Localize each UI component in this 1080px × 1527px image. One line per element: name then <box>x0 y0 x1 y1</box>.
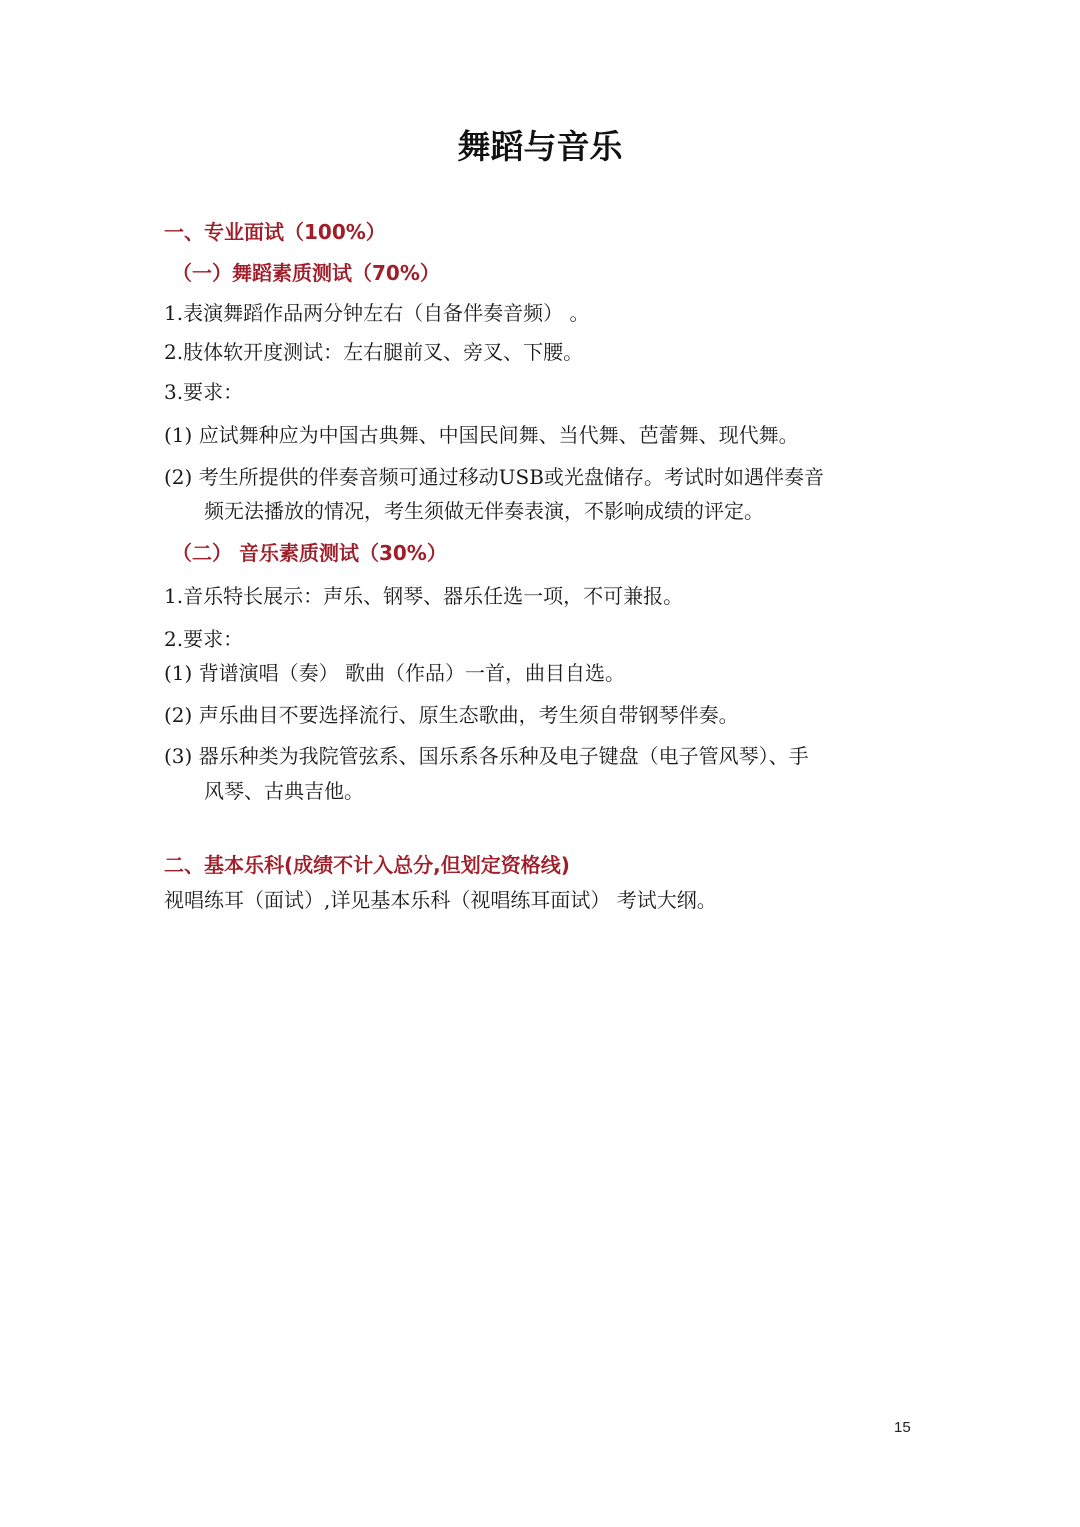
page-title: 舞蹈与音乐 <box>457 127 623 166</box>
sub2-item-2: 2.要求： <box>164 627 244 651</box>
sub1-item-1: 1.表演舞蹈作品两分钟左右（自备伴奏音频） 。 <box>164 301 590 325</box>
sub2-item-1: 1.音乐特长展示：声乐、钢琴、器乐任选一项，不可兼报。 <box>164 584 684 608</box>
section1-heading: 一、专业面试（100%） <box>164 220 386 244</box>
sub2-requirement-3: (3) 器乐种类为我院管弦系、国乐系各乐种及电子键盘（电子管风琴）、手 <box>164 744 809 768</box>
sub2-requirement-3-cont: 风琴、古典吉他。 <box>204 779 364 803</box>
sub1-requirement-2: (2) 考生所提供的伴奏音频可通过移动USB或光盘储存。考试时如遇伴奏音 <box>164 465 824 489</box>
sub2-requirement-2: (2) 声乐曲目不要选择流行、原生态歌曲，考生须自带钢琴伴奏。 <box>164 703 739 727</box>
sub1-item-3: 3.要求： <box>164 380 244 404</box>
section1-sub1-heading: （一）舞蹈素质测试（70%） <box>172 261 440 285</box>
sub2-requirement-1: (1) 背谱演唱（奏） 歌曲（作品）一首，曲目自选。 <box>164 661 626 685</box>
sub1-item-2: 2.肢体软开度测试：左右腿前叉、旁叉、下腰。 <box>164 340 584 364</box>
sub1-requirement-1: (1) 应试舞种应为中国古典舞、中国民间舞、当代舞、芭蕾舞、现代舞。 <box>164 423 799 447</box>
page-number: 15 <box>894 1419 911 1436</box>
section2-text: 视唱练耳（面试）,详见基本乐科（视唱练耳面试） 考试大纲。 <box>164 888 717 912</box>
section2-heading: 二、基本乐科(成绩不计入总分,但划定资格线) <box>164 853 570 877</box>
section1-sub2-heading: （二） 音乐素质测试（30%） <box>172 541 447 565</box>
sub1-requirement-2-cont: 频无法播放的情况，考生须做无伴奏表演，不影响成绩的评定。 <box>204 499 764 523</box>
